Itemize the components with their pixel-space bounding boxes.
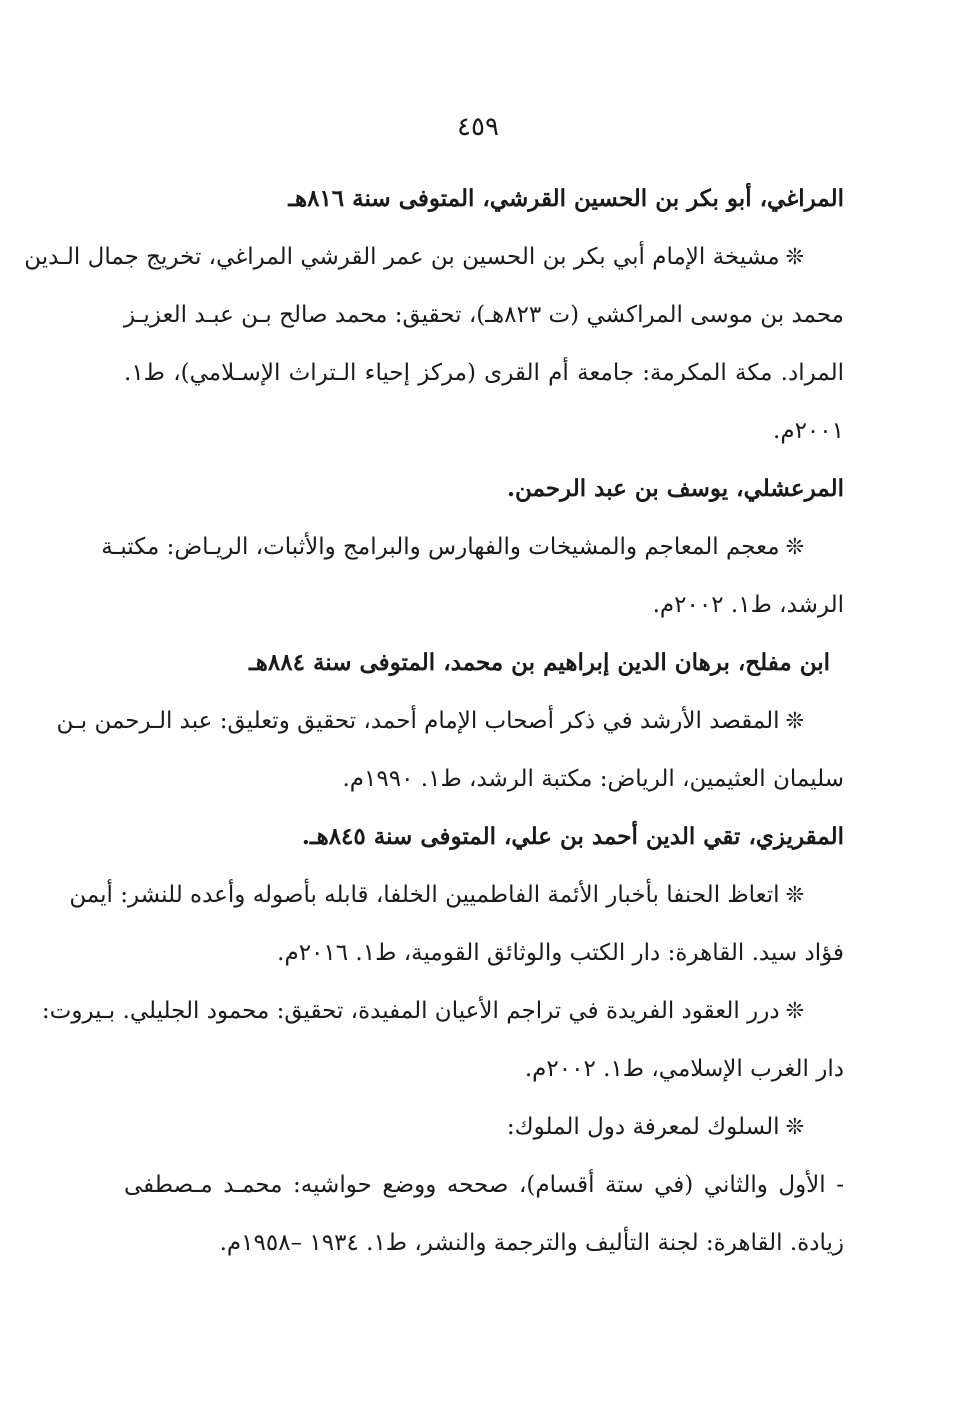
entry-text: درر العقود الفريدة في تراجم الأعيان المفيدة، تحقيق: محمود الجليلي. بـيروت: bbox=[41, 998, 780, 1024]
bullet-star-icon: ❊ bbox=[785, 535, 804, 560]
entry-mufleh-line-2: سليمان العثيمين، الرياض: مكتبة الرشد، ط١. ١٩٩٠م. bbox=[342, 766, 844, 792]
bullet-star-icon: ❊ bbox=[785, 1115, 804, 1140]
entry-maraghi-line-3: المراد. مكة المكرمة: جامعة أم القرى (مركز إحياء الـتراث الإسـلامي)، ط١. bbox=[124, 360, 844, 386]
bullet-star-icon: ❊ bbox=[785, 245, 804, 270]
entry-marashli-line-1 bbox=[101, 518, 844, 576]
author-heading-ibn-mufleh: ابن مفلح، برهان الدين إبراهيم بن محمد، المتوفى سنة ٨٨٤هـ bbox=[249, 649, 830, 676]
entry-maqrizi-durar-line-1 bbox=[41, 982, 844, 1040]
bullet-star-icon: ❊ bbox=[785, 999, 804, 1024]
entry-maqrizi-ittiaz-line-2: فؤاد سيد. القاهرة: دار الكتب والوثائق القومية، ط١. ٢٠١٦م. bbox=[277, 940, 844, 966]
entry-maraghi-line-4: ٢٠٠١م. bbox=[773, 418, 844, 444]
entry-text: اتعاظ الحنفا بأخبار الأئمة الفاطميين الخلفا، قابله بأصوله وأعده للنشر: أيمن bbox=[69, 882, 780, 908]
bibliography-content bbox=[24, 170, 845, 1272]
author-heading-marashli: المرعشلي، يوسف بن عبد الرحمن. bbox=[507, 475, 844, 502]
entry-maqrizi-suluk-title bbox=[124, 1098, 844, 1156]
bullet-star-icon: ❊ bbox=[785, 709, 804, 734]
entry-maqrizi-ittiaz-line-1 bbox=[69, 866, 844, 924]
author-heading-maraghi: المراغي، أبو بكر بن الحسين القرشي، المتوفى سنة ٨١٦هـ bbox=[288, 185, 844, 212]
entry-mufleh-line-1 bbox=[56, 692, 844, 750]
author-heading-maqrizi: المقريزي، تقي الدين أحمد بن علي، المتوفى سنة ٨٤٥هـ. bbox=[301, 823, 844, 850]
entry-maqrizi-suluk-line-1: - الأول والثاني (في ستة أقسام)، صححه ووضع حواشيه: محمـد مـصطفى bbox=[124, 1172, 844, 1198]
entry-text: المقصد الأرشد في ذكر أصحاب الإمام أحمد، تحقيق وتعليق: عبد الـرحمن بـن bbox=[56, 708, 780, 734]
bullet-star-icon: ❊ bbox=[785, 883, 804, 908]
entry-maqrizi-durar-line-2: دار الغرب الإسلامي، ط١. ٢٠٠٢م. bbox=[524, 1056, 844, 1082]
entry-maraghi-line-2: محمد بن موسى المراكشي (ت ٨٢٣هـ)، تحقيق: محمد صالح بـن عبـد العزيـز bbox=[124, 302, 845, 328]
entry-text: السلوك لمعرفة دول الملوك: bbox=[506, 1114, 780, 1140]
page-number: ٤٥٩ bbox=[457, 112, 499, 142]
entry-text: مشيخة الإمام أبي بكر بن الحسين بن عمر القرشي المراغي، تخريج جمال الـدين bbox=[24, 244, 780, 270]
entry-marashli-line-2: الرشد، ط١. ٢٠٠٢م. bbox=[652, 592, 844, 618]
entry-maraghi-line-1 bbox=[24, 228, 844, 286]
entry-maqrizi-suluk-line-2: زيادة. القاهرة: لجنة التأليف والترجمة والنشر، ط١. ١٩٣٤ –١٩٥٨م. bbox=[219, 1230, 844, 1256]
entry-text: معجم المعاجم والمشيخات والفهارس والبرامج والأثبات، الريـاض: مكتبـة bbox=[101, 534, 780, 560]
